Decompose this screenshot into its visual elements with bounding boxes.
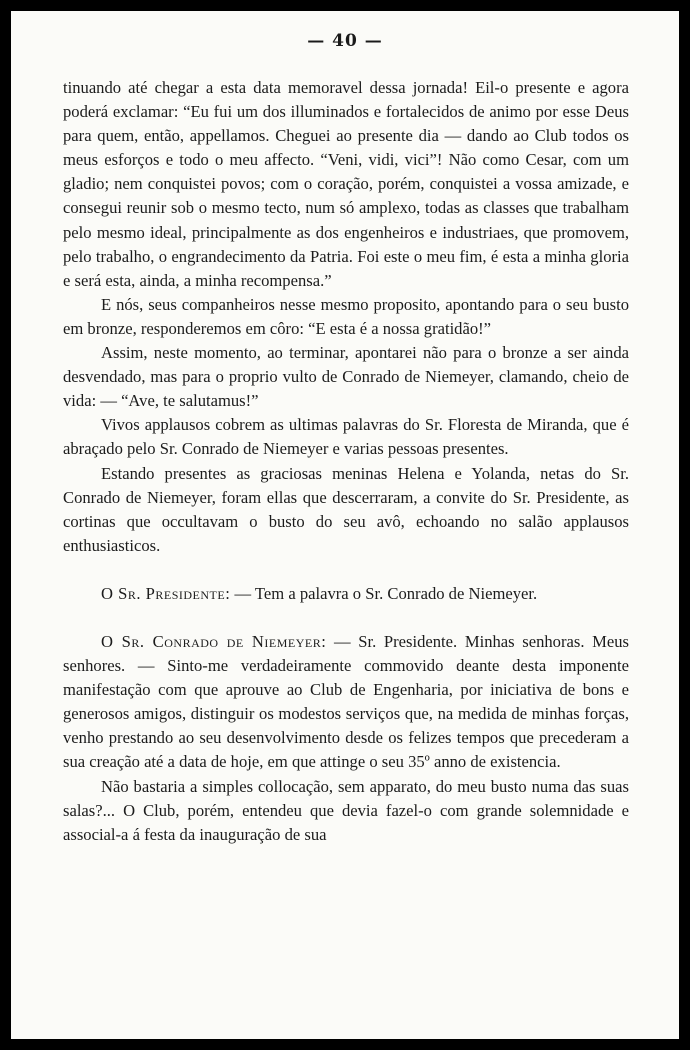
paragraph-gratitude: E nós, seus companheiros nesse mesmo proposito, apontando para o seu busto em bronze, responderemos em côro: “E esta é a nossa gratidão!” bbox=[63, 294, 629, 338]
body-text bbox=[63, 76, 629, 847]
speech-niemeyer-text: — Sr. Presidente. Minhas senhoras. Meus senhores. — Sinto-me verdadeiramente commovido deante desta imponente manifestação com que aprouve ao Club de Engenharia, por iniciativa de bons e generosos amigos, distinguir os modestos serviços que, na medida de minhas forças, venho prestando ao seu desenvolvimento desde os felizes tempos que precederam a sua creação até a data de hoje, em que attinge o seu 35º anno de existencia. bbox=[63, 631, 630, 772]
page-number: — 40 — bbox=[307, 31, 383, 51]
paragraph-applause: Vivos applausos cobrem as ultimas palavras do Sr. Floresta de Miranda, que é abraçado pelo Sr. Conrado de Niemeyer e varias pessoas presentes. bbox=[63, 415, 629, 459]
paragraph-closing: Não bastaria a simples collocação, sem apparato, do meu busto numa das suas salas?... O Club, porém, entendeu que devia fazel-o com grande solemnidade e associal-a á festa da inauguração de sua bbox=[63, 776, 629, 844]
speaker-president: O Sr. Presidente: bbox=[101, 583, 231, 603]
speech-niemeyer bbox=[63, 630, 629, 775]
speech-president-text: — Tem a palavra o Sr. Conrado de Niemeyer. bbox=[234, 583, 538, 603]
paragraph-continuation: tinuando até chegar a esta data memoravel dessa jornada! Eil-o presente e agora poderá exclamar: “Eu fui um dos illuminados e fortalecidos de animo por esse Deus para quem, então, appellamos. Cheguei ao presente dia — dando ao Club todos os meus esforços e todo o meu affecto. “Veni, vidi, vici”! Não como Cesar, com um gladio; nem conquistei povos; com o coração, porém, conquistei a vossa amizade, e consegui reunir sob o mesmo tecto, num só amplexo, todas as classes que trabalham pelo mesmo ideal, principalmente as dos engenheiros e industriaes, que promovem, pelo trabalho, o engrandecimento da Patria. Foi este o meu fim, é esta a minha gloria e será esta, ainda, a minha recompensa.” bbox=[63, 78, 629, 290]
speech-president bbox=[63, 582, 629, 606]
paragraph-unveiling: Estando presentes as graciosas meninas Helena e Yolanda, netas do Sr. Conrado de Niemeyer, foram ellas que descerraram, a convite do Sr. Presidente, as cortinas que occultavam o busto do seu avô, echoando no salão applausos enthusiasticos. bbox=[63, 463, 629, 555]
paragraph-salutation: Assim, neste momento, ao terminar, apontarei não para o bronze a ser ainda desvendado, mas para o proprio vulto de Conrado de Niemeyer, clamando, cheio de vida: — “Ave, te salutamus!” bbox=[63, 343, 629, 411]
speaker-niemeyer: O Sr. Conrado de Niemeyer: bbox=[101, 631, 327, 651]
document-page bbox=[11, 11, 679, 1039]
